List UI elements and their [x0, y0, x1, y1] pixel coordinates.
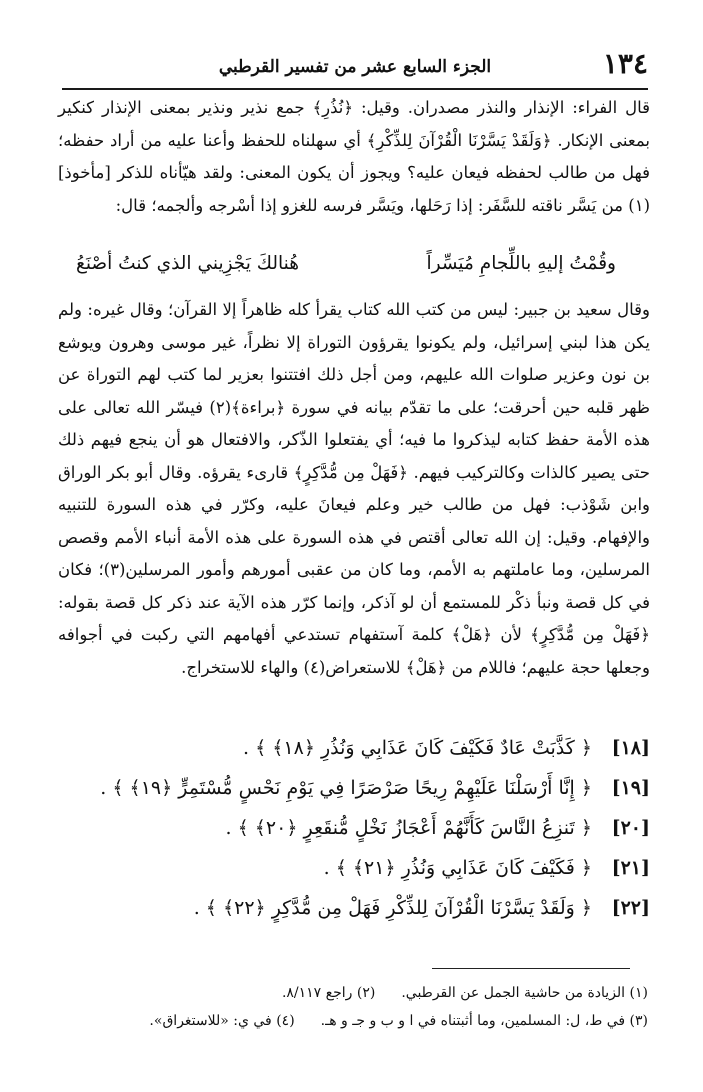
verse-number: [٢٢] — [611, 897, 650, 919]
verse-row — [58, 768, 650, 808]
running-title: الجزء السابع عشر من تفسير القرطبي — [218, 57, 492, 77]
verse-text: ﴿ إِنَّا أَرْسَلْنَا عَلَيْهِمْ رِيحًا صَرْصَرًا فِي يَوْمِ نَحْسٍ مُّسْتَمِرٍّ ﴿١٩﴾ ﴾ . — [100, 777, 592, 799]
poetry-verse — [58, 248, 650, 280]
verse-number: [٢١] — [611, 857, 650, 879]
verse-text: ﴿ كَذَّبَتْ عَادٌ فَكَيْفَ كَانَ عَذَابِي وَنُذُرِ ﴿١٨﴾ ﴾ . — [243, 737, 592, 759]
footnotes — [58, 979, 648, 1035]
verse-number: [٢٠] — [611, 817, 650, 839]
verse-number: [١٨] — [611, 737, 650, 759]
footnote-row — [58, 1007, 648, 1035]
verse-text: ﴿ تَنزِعُ النَّاسَ كَأَنَّهُمْ أَعْجَازُ نَخْلٍ مُّنقَعِرٍ ﴿٢٠﴾ ﴾ . — [225, 817, 592, 839]
footnote-3: (٣) في ط، ل: المسلمين، وما أثبتناه في ا و ب و جـ و هـ. — [320, 1013, 648, 1029]
running-header — [62, 40, 648, 90]
paragraph-intro: قال الفراء: الإنذار والنذر مصدران. وقيل: ﴿نُذُرِ﴾ جمع نذير ونذير بمعنى الإنذار كنكير بمعنى الإنكار. ﴿وَلَقَدْ يَسَّرْنَا الْقُرْآنَ لِلذِّكْرِ﴾ أي سهلناه للحفظ وأعنا عليه من أراد حفظه؛ فهل من طالب لحفظه فيعان عليه؟ ويجوز أن يكون المعنى: ولقد هيّأناه للذكر [مأخوذ](١) من يَسَّر ناقته للسَّفَر: إذا رَحَلها، ويَسَّر فرسه للغزو إذا أسْرجه وألجمه؛ قال: — [58, 98, 650, 215]
verse-text: ﴿ وَلَقَدْ يَسَّرْنَا الْقُرْآنَ لِلذِّكْرِ فَهَلْ مِن مُّدَّكِرٍ ﴿٢٢﴾ ﴾ . — [193, 897, 592, 919]
quran-verses-list — [58, 728, 650, 928]
commentary-text — [58, 92, 650, 222]
verse-row — [58, 888, 650, 928]
verse-row — [58, 808, 650, 848]
verse-text: ﴿ فَكَيْفَ كَانَ عَذَابِي وَنُذُرِ ﴿٢١﴾ ﴾ . — [323, 857, 592, 879]
commentary-continued — [58, 294, 650, 684]
verse-row — [58, 728, 650, 768]
page-number: ١٣٤ — [602, 47, 648, 80]
verse-first-hemistich: وقُمْتُ إليهِ باللِّجامِ مُيَسِّراً — [426, 253, 616, 274]
footnote-2: (٢) راجع ٨/١١٧. — [281, 985, 376, 1001]
verse-row — [58, 848, 650, 888]
footnote-divider — [432, 968, 630, 969]
footnote-row — [58, 979, 648, 1007]
paragraph-main: وقال سعيد بن جبير: ليس من كتب الله كتاب يقرأ كله ظاهراً إلا القرآن؛ وقال غيره: ولم يكن هذا لبني إسرائيل، ولم يكونوا يقرؤون التوراة إلا نظراً، غير موسى وهرون ويوشع بن نون وعزير صلوات الله عليهم، ومن أجل ذلك افتتنوا بعزير لما كتب لهم التوراة عن ظهر قلبه حين أحرقت؛ على ما تقدّم بيانه في سورة ﴿براءة﴾(٢) فيسّر الله تعالى على هذه الأمة حفظ كتابه ليذكروا ما فيه؛ أي يفتعلوا الذّكر، والافتعال هو أن ينجع فيهم ذلك حتى يصير كالذات وكالتركيب فيهم. ﴿فَهَلْ مِن مُّدَّكِرٍ﴾ قارىء يقرؤه. وقال أبو بكر الوراق وابن شَوْذب: فهل من طالب خير وعلم فيعانَ عليه، وكرّر في هذه السورة للتنبيه والإفهام. وقيل: إن الله تعالى أقتص في هذه السورة على هذه الأمة أنباء الأمم وقصص المرسلين، وما عاملتهم به الأمم، وما كان من عقبى أمورهم وأمور المرسلين(٣)؛ فكان في كل قصة ونبأ ذكْر للمستمع أن لو آذكر، وإنما كرّر هذه الآية عند ذكر كل قصة بقوله: ﴿فَهَلْ مِن مُّدَّكِرٍ﴾ لأن ﴿هَلْ﴾ كلمة آستفهام تستدعي أفهامهم التي ركبت في أجوافه وجعلها حجة عليهم؛ فاللام من ﴿هَلْ﴾ للاستعراض(٤) والهاء للاستخراج. — [58, 300, 651, 677]
footnote-1: (١) الزيادة من حاشية الجمل عن القرطبي. — [401, 985, 648, 1001]
verse-second-hemistich: هُنالكَ يَجْزِيني الذي كنتُ أصْنَعُ — [76, 253, 299, 274]
verse-number: [١٩] — [611, 777, 650, 799]
footnote-4: (٤) في ي: «للاستغراق». — [149, 1013, 295, 1029]
